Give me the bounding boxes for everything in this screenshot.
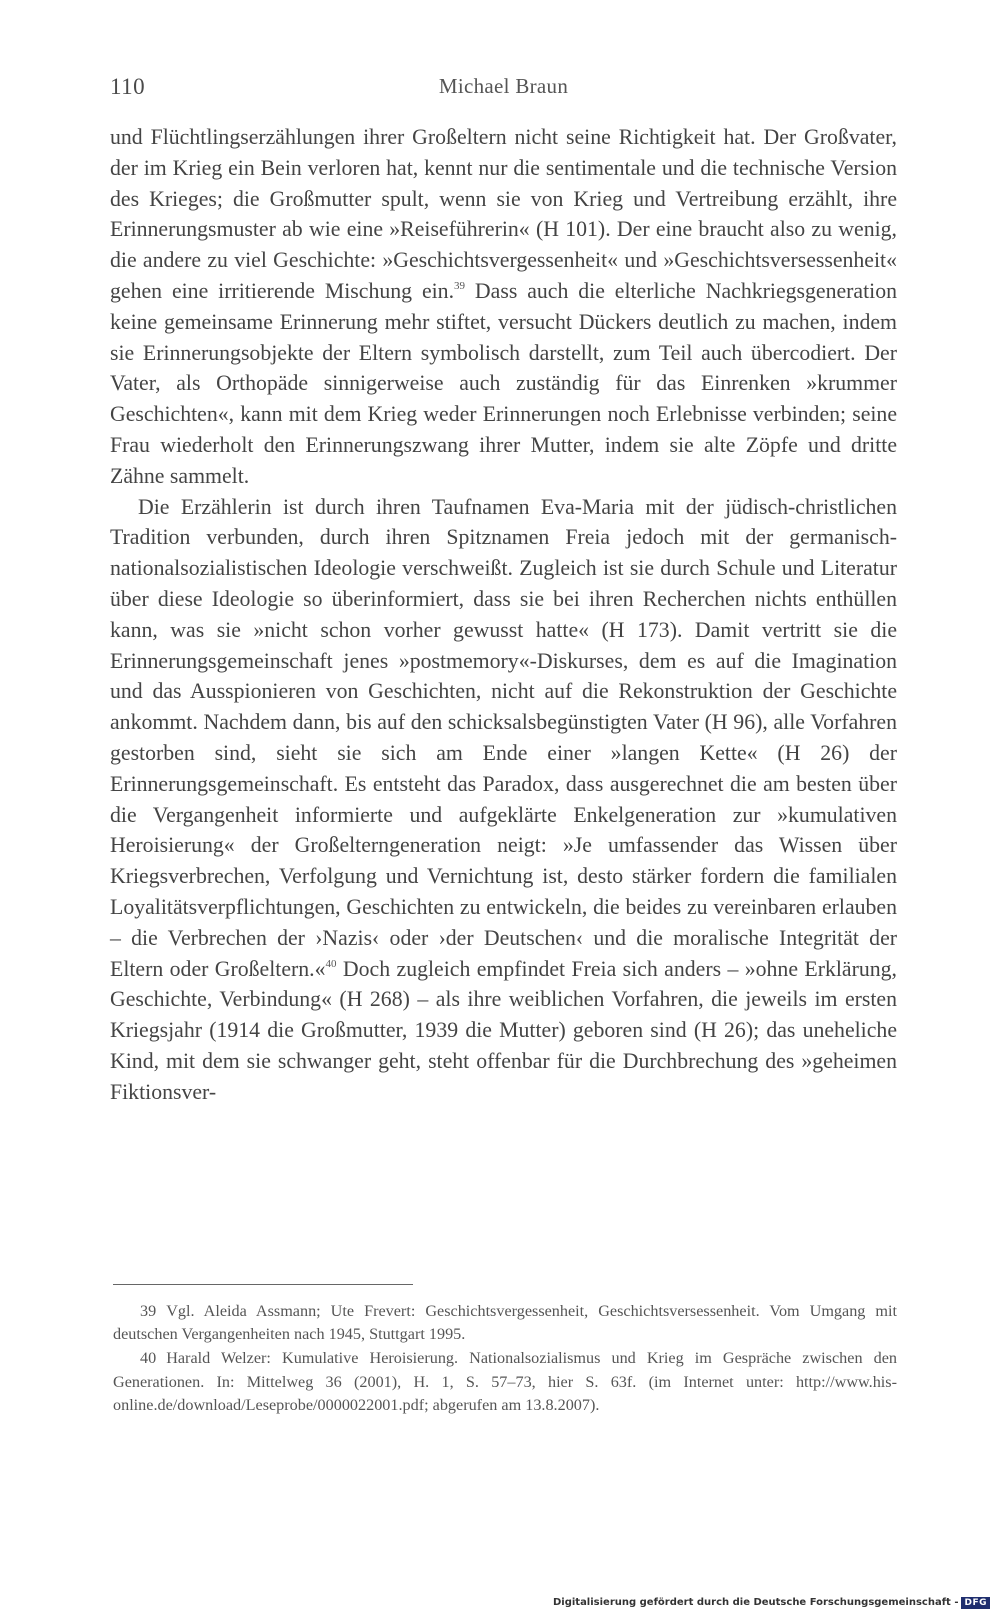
page-header <box>110 74 897 104</box>
dfg-logo: DFG <box>961 1597 990 1609</box>
paragraph-1-text-b: Dass auch die elterliche Nachkriegsgeneration keine gemeinsame Erinnerung mehr stiftet, versucht Dückers deutlich zu machen, indem sie Erinnerungsobjekte der Eltern symbolisch darstellt, zum Teil auch übercodiert. Der Vater, als Orthopäde sinnigerweise auch zuständig für das Einrenken »krummer Geschichten«, kann mit dem Krieg weder Erinnerungen noch Erlebnisse verbinden; seine Frau wiederholt den Erinnerungszwang ihrer Mutter, indem sie alte Zöpfe und dritte Zähne sammelt. <box>110 278 897 488</box>
paragraph-2-text-a: Die Erzählerin ist durch ihren Taufnamen Eva-Maria mit der jüdisch-christlichen Tradition verbunden, durch ihren Spitznamen Freia jedoch mit der germanisch-nationalsozialistischen Ideologie verschweißt. Zugleich ist sie durch Schule und Literatur über diese Ideologie so überinformiert, dass sie bei ihren Recherchen nichts enthüllen kann, was sie »nicht schon vorher gewusst hatte« (H 173). Damit vertritt sie die Erinnerungsgemeinschaft jenes »postmemory«-Diskurses, dem es auf die Imagination und das Ausspionieren von Geschichten, nicht auf die Rekonstruktion der Geschichte ankommt. Nachdem dann, bis auf den schicksalsbegünstigten Vater (H 96), alle Vorfahren gestorben sind, sieht sie sich am Ende einer »langen Kette« (H 26) der Erinnerungsgemeinschaft. Es entsteht das Paradox, dass ausgerechnet die am besten über die Vergangenheit informierte und aufgeklärte Enkelgeneration zur »kumulativen Heroisierung« der Großelterngeneration neigt: »Je umfassender das Wissen über Kriegsverbrechen, Verfolgung und Vernichtung ist, desto stärker fordern die familialen Loyalitätsverpflichtungen, Geschichten zu entwickeln, die beides zu vereinbaren erlauben – die Verbrechen der ›Nazis‹ oder ›der Deutschen‹ und die moralische Integrität der Eltern oder Großeltern.« <box>110 494 897 981</box>
page-number: 110 <box>110 74 146 99</box>
footnote-39 <box>113 1300 897 1346</box>
paragraph-1-text-a: und Flüchtlingserzählungen ihrer Großeltern nicht seine Richtigkeit hat. Der Großvater, der im Krieg ein Bein verloren hat, kennt nur die sentimentale und die technische Version des Krieges; die Großmutter spult, wenn sie von Krieg und Vertreibung erzählt, ihre Erinnerungsmuster ab wie eine »Reiseführerin« (H 101). Der eine braucht also zu wenig, die andere zu viel Geschichte: »Geschichtsvergessenheit« und »Geschichtsversessenheit« gehen eine irritierende Mischung ein. <box>110 125 897 303</box>
footnote-divider <box>113 1284 413 1285</box>
running-title: Michael Braun <box>438 74 569 98</box>
footnote-ref-39[interactable]: 39 <box>454 279 466 292</box>
digitization-banner-text: Digitalisierung gefördert durch die Deutsche Forschungsgemeinschaft - <box>552 1597 959 1608</box>
footnotes <box>113 1300 897 1418</box>
footnote-40 <box>113 1347 897 1417</box>
footnote-text: Harald Welzer: Kumulative Heroisierung. Nationalsozialismus und Krieg im Gespräche zwischen den Generationen. In: Mittelweg 36 (2001), H. 1, S. 57–73, hier S. 63f. (im Internet unter: http://www.his-online.de/download/Leseprobe/0000022001.pdf; abgerufen am 13.8.2007). <box>113 1349 897 1414</box>
paragraph-1 <box>110 122 897 492</box>
footnote-text: Vgl. Aleida Assmann; Ute Frevert: Geschichtsvergessenheit, Geschichtsversessenheit. Vom Umgang mit deutschen Vergangenheiten nach 1945, Stuttgart 1995. <box>113 1302 897 1344</box>
footnote-ref-40[interactable]: 40 <box>325 957 337 970</box>
paragraph-2 <box>110 492 897 1108</box>
footnote-number: 39 <box>140 1302 157 1320</box>
paragraph-2-text-b: Doch zugleich empfindet Freia sich anders – »ohne Erklärung, Geschichte, Verbindung« (H 268) – als ihre weiblichen Vorfahren, die jeweils im ersten Kriegsjahr (1914 die Großmutter, 1939 die Mutter) geboren sind (H 26); das uneheliche Kind, mit dem sie schwanger geht, steht offenbar für die Durchbrechung des »geheimen Fiktionsver- <box>110 956 897 1104</box>
digitization-banner <box>553 1595 990 1610</box>
footnote-number: 40 <box>140 1349 157 1368</box>
body-text <box>110 122 897 1108</box>
